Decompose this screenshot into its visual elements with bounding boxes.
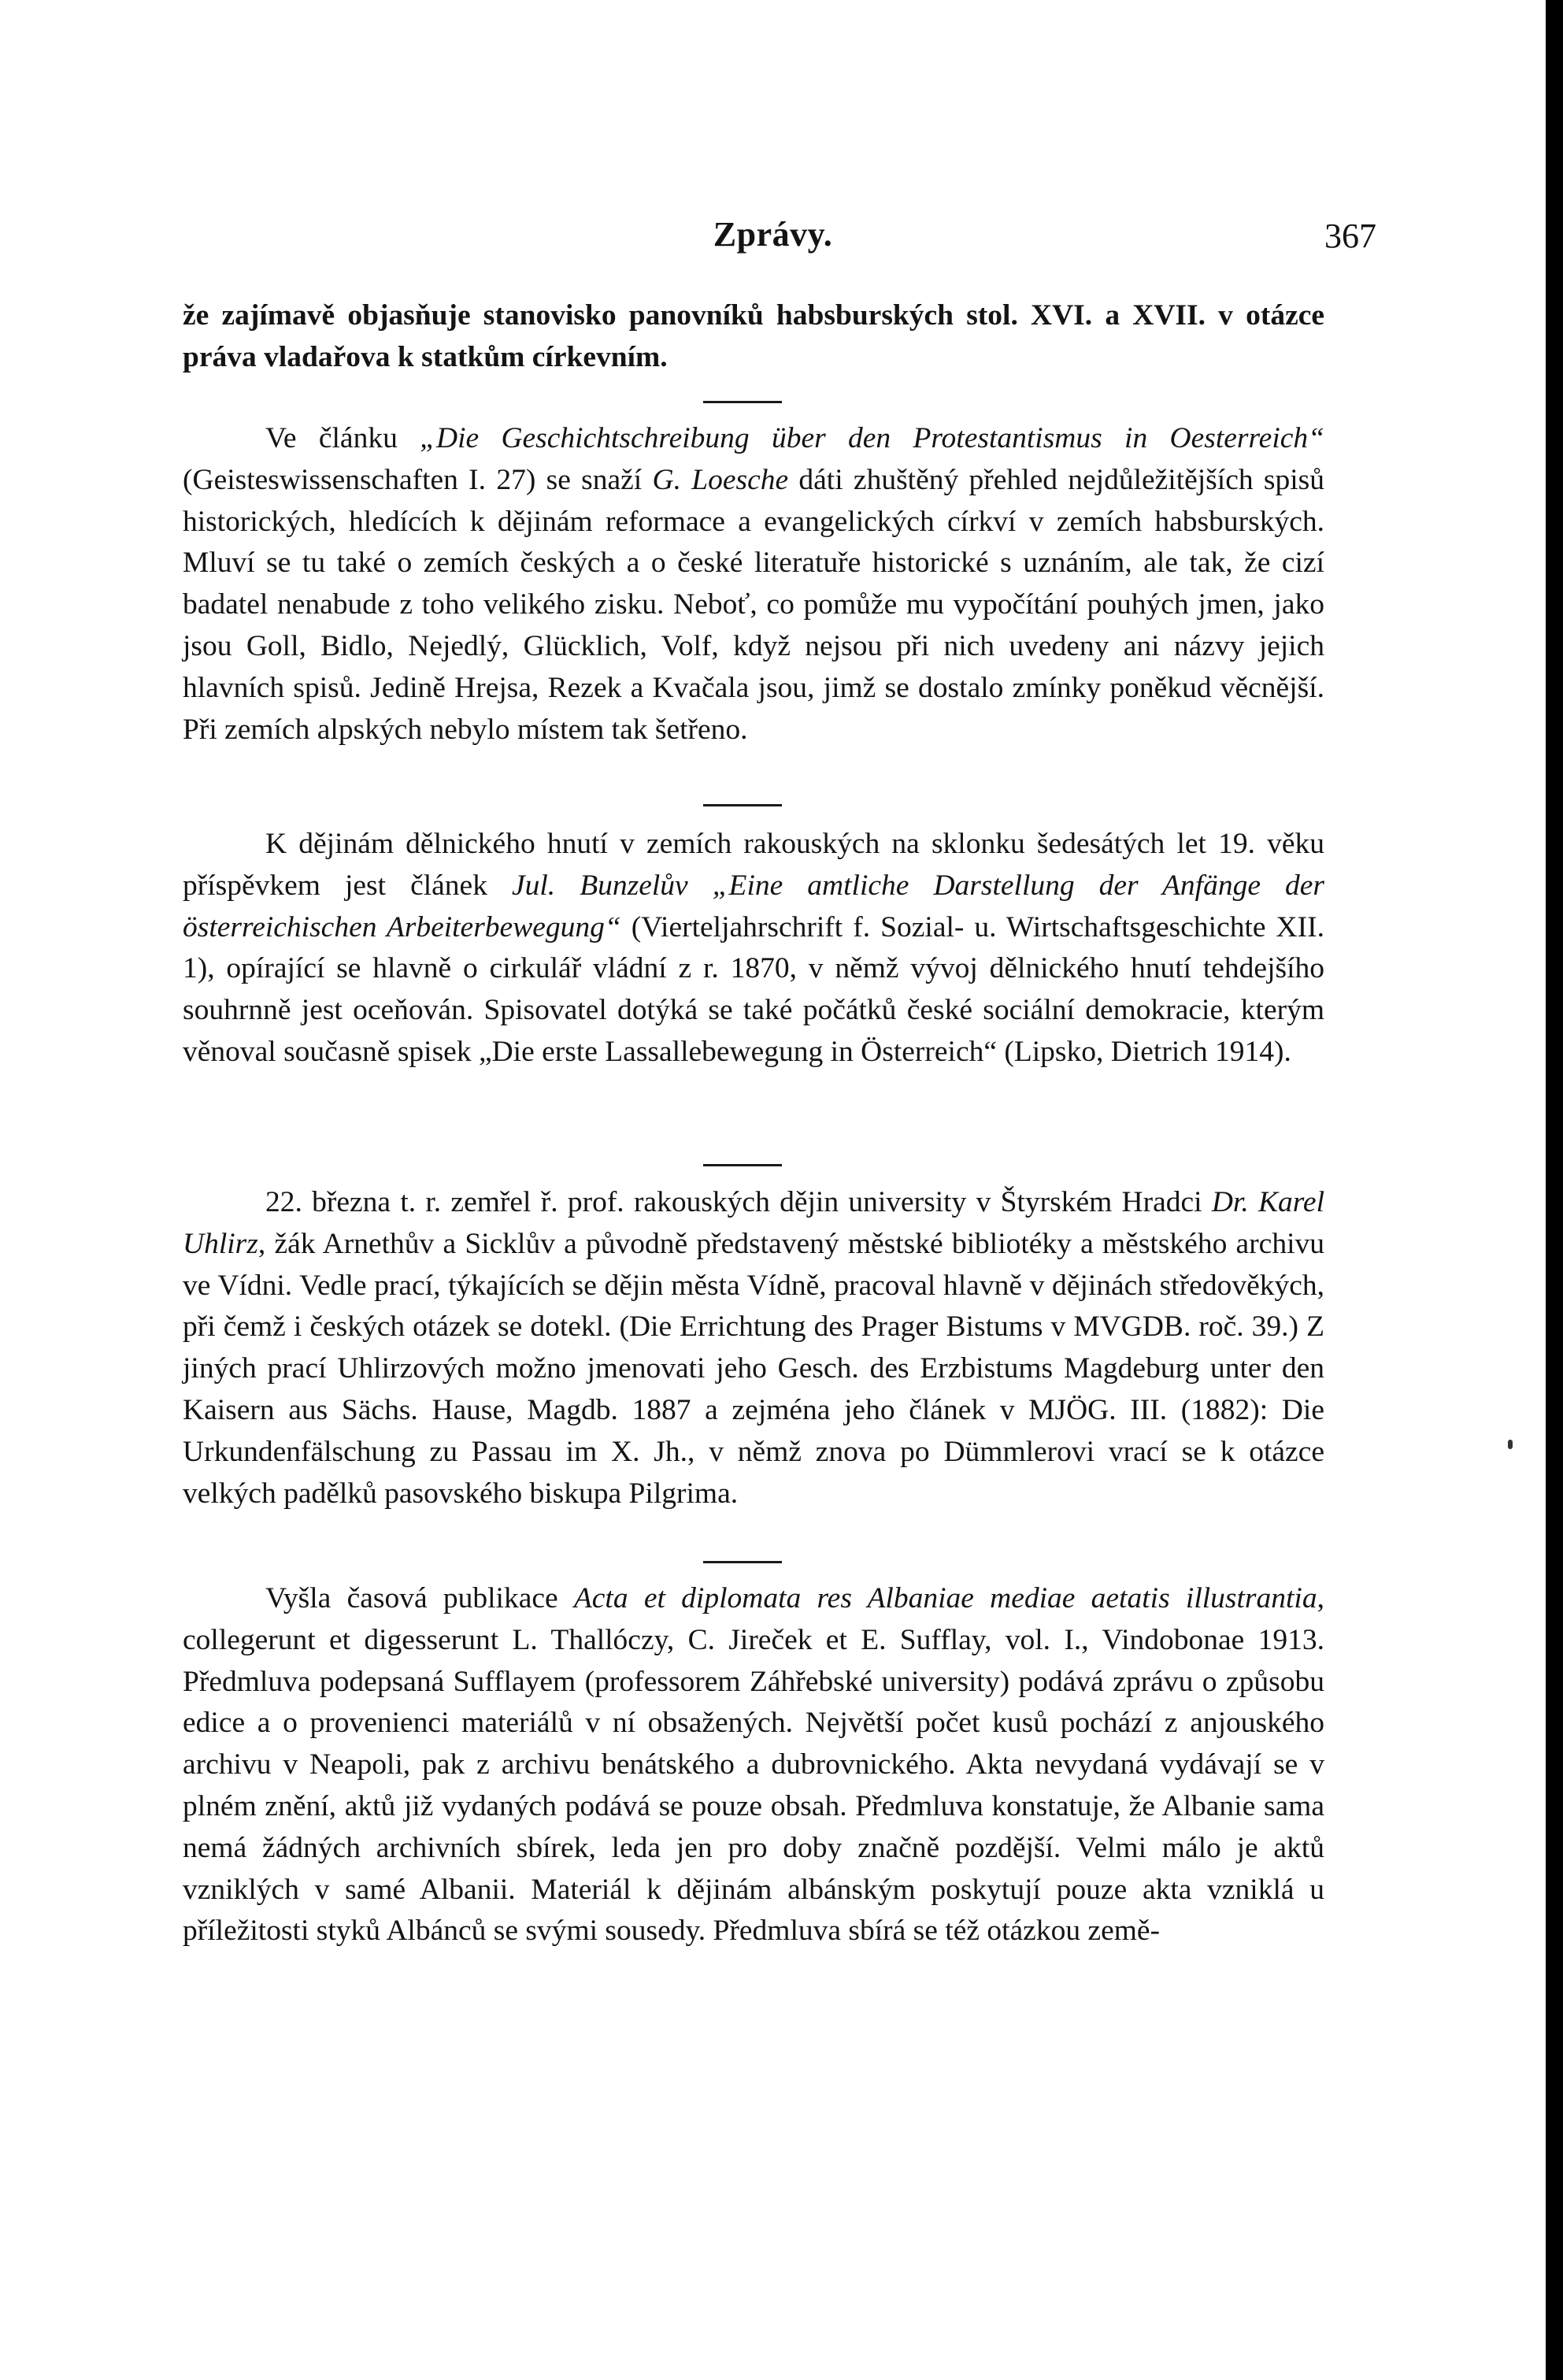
section-divider <box>703 401 782 403</box>
italic-run: „Die Geschichtschreibung über den Protestantismus in Oesterreich“ <box>420 422 1324 454</box>
text-run: dáti zhuštěný přehled nejdůležitějších spisů historických, hledících k dějinám reformace a evangelických církví v zemích habsburských. Mluví se tu také o zemích českých a o české literatuře historické s uznáním, ale tak, že cizí badatel nenabude z toho velikého zisku. Neboť, co pomůže mu vypočítání pouhých jmen, jako jsou Goll, Bidlo, Nejedlý, Glücklich, Volf, když nejsou při nich uvedeny ani názvy jejich hlavních spisů. Jedině Hrejsa, Rezek a Kvačala jsou, jimž se dostalo zmínky poněkud věcnější. Při zemích alpských nebylo místem tak šetřeno. <box>183 463 1324 746</box>
text-run: že zajímavě objasňuje stanovisko panovníků habsburských stol. XVI. a XVII. v otázce práva vladařova k statkům církevním. <box>183 299 1324 373</box>
section-divider <box>703 1561 782 1563</box>
italic-run: G. Loesche <box>652 463 789 496</box>
italic-run: Dr. Karel Uhlirz <box>183 1186 1324 1260</box>
section-divider <box>703 1164 782 1166</box>
page-number: 367 <box>1324 217 1376 255</box>
paragraph-labor-movement <box>183 824 1324 1073</box>
text-run <box>688 869 713 902</box>
paragraph-text <box>183 824 1324 1073</box>
italic-run: „Eine amtliche Darstellung der Anfänge der österreichischen Arbeiterbewegung“ <box>183 869 1324 943</box>
text-run: , žák Arnethův a Sicklův a původně představený městské bibliotéky a městského archivu ve Vídni. Vedle prací, týkajících se dějin města Vídně, pracoval hlavně v dějinách středověkých, při čemž i českých otázek se dotekl. (Die Errichtung des Prager Bistums v MVGDB. roč. 39.) Z jiných prací Uhlirzových možno jmenovati jeho Gesch. des Erzbistums Magdeburg unter den Kaisern aus Sächs. Hause, Magdb. 1887 a zejména jeho článek v MJÖG. III. (1882): Die Urkundenfälschung zu Passau im X. Jh., v němž znova po Dümmlerovi vrací se k otázce velkých padělků pasovského biskupa Pilgrima. <box>183 1227 1324 1510</box>
paragraph-text <box>183 1578 1324 1952</box>
paragraph-text <box>183 418 1324 751</box>
paragraph-continuation <box>183 295 1324 379</box>
text-run: Vyšla časová publikace <box>265 1582 574 1614</box>
paragraph-text <box>183 1182 1324 1514</box>
ink-speck <box>1508 1440 1513 1449</box>
text-run: (Vierteljahrschrift f. Sozial- u. Wirtschaftsgeschichte XII. 1), opírající se hlavně o cirkulář vládní z r. 1870, v němž vývoj dělnického hnutí tehdejšího souhrnně jest oceňován. Spisovatel dotýká se také počátků české sociální demokracie, kterým věnoval současně spisek „Die erste Lassallebewegung in Österreich“ (Lipsko, Dietrich 1914). <box>183 910 1324 1068</box>
italic-run: Jul. Bunzelův <box>511 869 688 902</box>
text-run: , collegerunt et digesserunt L. Thallóczy, C. Jireček et E. Sufflay, vol. I., Vindobonae 1913. Předmluva podepsaná Sufflayem (professorem Záhřebské university) podává zprávu o způsobu edice a o provenienci materiálů v ní obsažených. Největší počet kusů pochází z anjouského archivu v Neapoli, pak z archivu benátského a dubrovnického. Akta nevydaná vydávají se v plném znění, aktů již vydaných podává se pouze obsah. Předmluva konstatuje, že Albanie sama nemá žádných archivních sbírek, leda jen pro doby značně pozdější. Velmi málo je aktů vzniklých v samé Albanii. Materiál k dějinám albánským poskytují pouze akta vzniklá u příležitosti styků Albánců se svými sousedy. Předmluva sbírá se též otázkou země- <box>183 1582 1324 1948</box>
italic-run: Acta et diplomata res Albaniae mediae aetatis illustrantia <box>573 1582 1317 1614</box>
text-run: Ve článku <box>265 422 420 454</box>
page-header <box>0 214 1546 261</box>
running-title: Zprávy. <box>713 215 833 254</box>
text-run: 22. března t. r. zemřel ř. prof. rakouských dějin university v Štyrském Hradci <box>265 1186 1212 1218</box>
paragraph-acta-albaniae <box>183 1578 1324 1952</box>
paragraph-uhlirz-obituary <box>183 1182 1324 1514</box>
section-divider <box>703 804 782 806</box>
paragraph-text <box>183 295 1324 379</box>
text-run: (Geisteswissenschaften I. 27) se snaží <box>183 463 653 496</box>
text-run: K dějinám dělnického hnutí v zemích rakouských na sklonku šedesátých let 19. věku příspěvkem jest článek <box>183 828 1324 902</box>
paragraph-protestantism-historiography <box>183 418 1324 751</box>
